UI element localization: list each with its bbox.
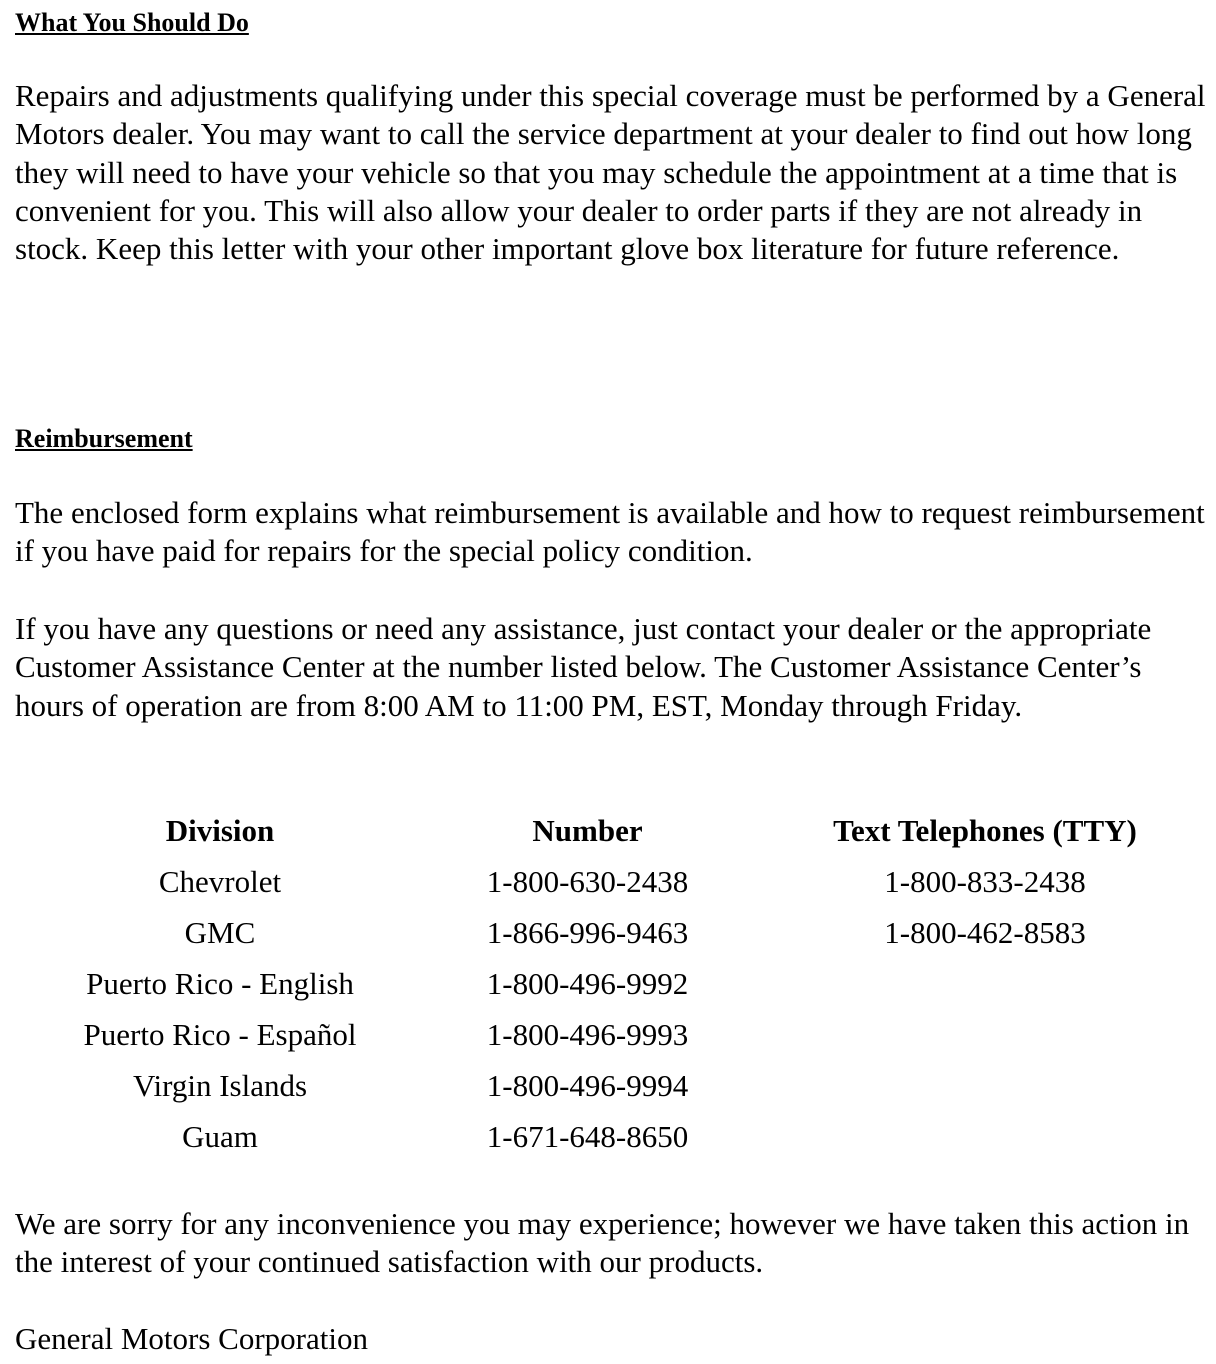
reimbursement-paragraph: The enclosed form explains what reimbursement is available and how to request reimbursement if you have paid for repairs for the special policy condition. [15,495,1205,569]
division-column-header: Division [165,813,275,848]
table-row [0,1067,1216,1118]
number-column-header: Number [532,813,643,848]
division-cell: Guam [182,1119,258,1154]
number-cell: 1-800-496-9992 [486,966,689,1001]
table-row [0,1016,1216,1067]
what-you-should-do-heading: What You Should Do [15,8,249,37]
what-you-should-do-paragraph: Repairs and adjustments qualifying under this special coverage must be performed by a General Motors dealer. You may want to call the service department at your dealer to find out how long they will need to have your vehicle so that you may schedule the appointment at a time that is convenient for you. This will also allow your dealer to order parts if they are not already in stock. Keep this letter with your other important glove box literature for future reference. [15,78,1206,267]
division-cell: Puerto Rico - English [86,966,354,1001]
signature: General Motors Corporation [15,1321,368,1356]
number-cell: 1-866-996-9463 [486,915,689,950]
assistance-paragraph: If you have any questions or need any assistance, just contact your dealer or the appropriate Customer Assistance Center at the number listed below. The Customer Assistance Center’s hours of operation are from 8:00 AM to 11:00 PM, EST, Monday through Friday. [15,611,1152,723]
table-row [0,965,1216,1016]
division-cell: GMC [184,915,256,950]
tty-cell: 1-800-462-8583 [884,915,1086,950]
table-row [0,914,1216,965]
contact-table-header [0,812,1216,863]
division-cell: Puerto Rico - Español [83,1017,357,1052]
number-cell: 1-800-496-9993 [486,1017,689,1052]
table-row [0,1118,1216,1169]
division-cell: Virgin Islands [132,1068,308,1103]
apology-paragraph: We are sorry for any inconvenience you may experience; however we have taken this action in the interest of your continued satisfaction with our products. [15,1206,1190,1280]
reimbursement-heading: Reimbursement [15,424,193,453]
number-cell: 1-671-648-8650 [486,1119,689,1154]
table-row [0,863,1216,914]
tty-column-header: Text Telephones (TTY) [833,813,1137,848]
division-cell: Chevrolet [158,864,282,899]
tty-cell: 1-800-833-2438 [884,864,1086,899]
contact-table [0,812,1216,1169]
number-cell: 1-800-630-2438 [486,864,689,899]
number-cell: 1-800-496-9994 [486,1068,689,1103]
